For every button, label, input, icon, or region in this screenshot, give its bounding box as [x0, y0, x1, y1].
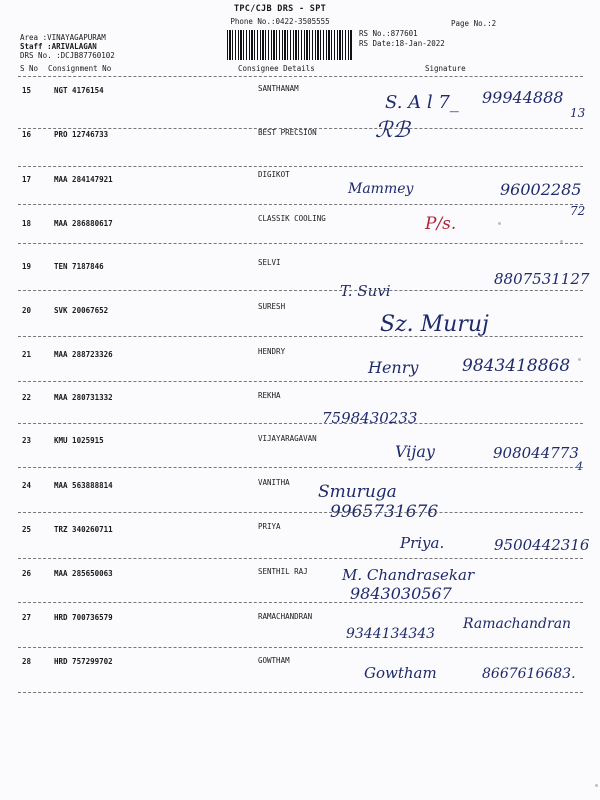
row-consignment: HRD 700736579	[54, 613, 113, 622]
row-divider	[18, 290, 583, 291]
barcode	[227, 30, 352, 60]
row-sno: 15	[22, 86, 32, 95]
row-phone: 8667616683.	[482, 666, 576, 682]
staff-field: Staff :ARIVALAGAN	[20, 42, 97, 51]
row-consignee: BEST PRECSION	[258, 128, 317, 137]
scan-speck	[498, 222, 501, 225]
row-divider	[18, 647, 583, 648]
row-divider	[18, 512, 583, 513]
row-consignee: SANTHANAM	[258, 84, 299, 93]
row-consignee: DIGIKOT	[258, 170, 290, 179]
row-phone-extra: 4	[576, 460, 583, 473]
row-sno: 23	[22, 436, 32, 445]
row-sno: 27	[22, 613, 32, 622]
row-consignee: SELVI	[258, 258, 281, 267]
header-divider	[18, 76, 583, 77]
row-sno: 25	[22, 525, 32, 534]
row-consignment: TEN 7187846	[54, 262, 104, 271]
row-sno: 16	[22, 130, 32, 139]
page-number: Page No.:2	[451, 19, 497, 28]
scan-speck	[595, 784, 598, 787]
row-divider	[18, 166, 583, 167]
row-sno: 17	[22, 175, 32, 184]
row-consignment: HRD 757299702	[54, 657, 113, 666]
row-sno: 20	[22, 306, 32, 315]
row-phone: 9843030567	[350, 584, 452, 603]
row-divider	[18, 423, 583, 424]
row-consignment: SVK 20067652	[54, 306, 109, 315]
row-sno: 26	[22, 569, 32, 578]
row-consignee: RAMACHANDRAN	[258, 612, 313, 621]
row-phone: 9965731676	[330, 502, 439, 522]
row-signature: Gowtham	[364, 664, 437, 682]
row-signature: Henry	[368, 358, 419, 377]
row-phone: 9843418868	[462, 356, 571, 376]
row-sno: 22	[22, 393, 32, 402]
area-field: Area :VINAYAGAPURAM	[20, 33, 106, 42]
row-consignee: HENDRY	[258, 347, 286, 356]
row-phone: 96002285	[500, 180, 582, 199]
row-sno: 19	[22, 262, 32, 271]
row-signature: Priya.	[400, 534, 445, 552]
scan-speck	[578, 358, 581, 361]
row-consignee: GOWTHAM	[258, 656, 290, 665]
row-consignee: SURESH	[258, 302, 286, 311]
row-phone: 9344134343	[346, 626, 436, 642]
rs-date: RS Date:18-Jan-2022	[359, 39, 445, 48]
row-sno: 28	[22, 657, 32, 666]
row-phone: 9500442316	[494, 536, 590, 554]
phone-number: Phone No.:0422-3505555	[230, 17, 330, 26]
col-consignee: Consignee Details	[238, 64, 315, 73]
row-signature: ℛℬ	[375, 118, 410, 143]
row-consignment: MAA 563888814	[54, 481, 113, 490]
row-divider	[18, 558, 583, 559]
rs-number: RS No.:877601	[359, 29, 418, 38]
row-phone: 908044773	[493, 444, 579, 462]
scan-speck	[560, 240, 563, 243]
row-consignment: MAA 285650063	[54, 569, 113, 578]
row-consignee: REKHA	[258, 391, 281, 400]
row-divider	[18, 243, 583, 244]
row-signature: 7598430233	[322, 409, 418, 427]
row-divider	[18, 467, 583, 468]
row-sno: 21	[22, 350, 32, 359]
row-signature: Sz. Muruj	[380, 312, 489, 337]
row-divider	[18, 381, 583, 382]
col-sno: S No	[20, 64, 39, 73]
row-phone: 8807531127	[494, 270, 590, 288]
row-divider	[18, 204, 583, 205]
row-consignee: VIJAYARAGAVAN	[258, 434, 317, 443]
row-consignee: VANITHA	[258, 478, 290, 487]
row-consignment: MAA 288723326	[54, 350, 113, 359]
row-consignment: MAA 286880617	[54, 219, 113, 228]
col-signature: Signature	[425, 64, 466, 73]
row-divider	[18, 602, 583, 603]
row-signature: S. A l 7_	[385, 92, 459, 113]
row-signature: Smuruga	[318, 482, 397, 502]
row-consignee: CLASSIK COOLING	[258, 214, 326, 223]
row-signature: M. Chandrasekar	[342, 566, 475, 584]
row-consignment: MAA 280731332	[54, 393, 113, 402]
row-consignment: PRO 12746733	[54, 130, 109, 139]
row-phone-extra: 72	[570, 204, 586, 218]
row-phone: 99944888	[482, 88, 564, 107]
row-consignment: KMU 1025915	[54, 436, 104, 445]
row-consignment: NGT 4176154	[54, 86, 104, 95]
row-consignee: SENTHIL RAJ	[258, 567, 308, 576]
row-consignee: PRIYA	[258, 522, 281, 531]
row-signature: T. Suvi	[340, 282, 391, 300]
row-signature: P/s.	[425, 214, 457, 234]
row-consignment: TRZ 340260711	[54, 525, 113, 534]
row-sno: 24	[22, 481, 32, 490]
row-signature: Mammey	[348, 181, 414, 197]
drs-number: DRS No. :DCJB87760102	[20, 51, 115, 60]
row-divider	[18, 692, 583, 693]
row-divider	[18, 336, 583, 337]
sheet-title: TPC/CJB DRS - SPT	[233, 4, 327, 14]
row-phone-extra: 13	[570, 106, 586, 120]
row-sno: 18	[22, 219, 32, 228]
row-consignment: MAA 284147921	[54, 175, 113, 184]
row-signature: Vijay	[395, 442, 435, 461]
row-signature: Ramachandran	[463, 616, 572, 632]
col-consignment: Consignment No	[48, 64, 112, 73]
